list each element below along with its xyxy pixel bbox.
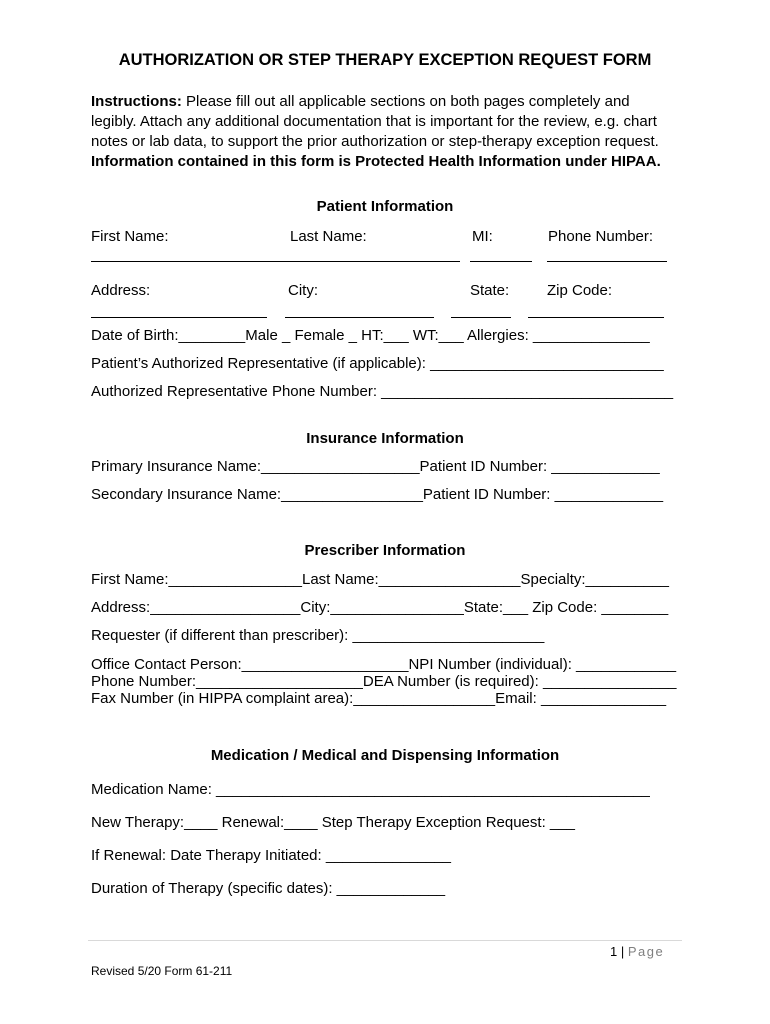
patient-city-field[interactable] [285,317,434,318]
prescriber-address-line[interactable]: Address:__________________City:________________State:___ Zip Code: ________ [91,599,669,616]
instructions-text: Please fill out all applicable sections on both pages completely and legibly. Attach any additional documentation that is important for the review, e.g. chart notes or lab data, to support the prior authorization or step-therapy exception request. [91,93,659,150]
therapy-type-line[interactable]: New Therapy:____ Renewal:____ Step Therapy Exception Request: ___ [91,814,575,831]
medication-section-heading: Medication / Medical and Dispensing Information [210,747,560,764]
revision-note: Revised 5/20 Form 61-211 [91,964,233,978]
patient-phone-field[interactable] [547,261,667,262]
patient-section-heading: Patient Information [316,198,454,215]
representative-phone-line[interactable]: Authorized Representative Phone Number: ___________________________________ [91,383,674,400]
form-title: AUTHORIZATION OR STEP THERAPY EXCEPTION REQUEST FORM [118,51,652,69]
patient-dob-line[interactable]: Date of Birth:________Male _ Female _ HT:___ WT:___ Allergies: ______________ [91,327,650,344]
instructions [91,92,671,172]
patient-last-name-label: Last Name: [290,228,367,245]
patient-first-name-label: First Name: [91,228,169,245]
footer-divider [88,940,682,941]
primary-insurance-line[interactable]: Primary Insurance Name:___________________Patient ID Number: _____________ [91,458,660,475]
patient-address-field[interactable] [91,317,267,318]
page-number [610,944,664,959]
patient-state-field[interactable] [451,317,511,318]
medication-name-line[interactable]: Medication Name: ____________________________________________________ [91,781,650,798]
prescriber-name-line[interactable]: First Name:________________Last Name:_________________Specialty:__________ [91,571,669,588]
patient-zip-field[interactable] [528,317,664,318]
prescriber-fax-line[interactable]: Fax Number (in HIPPA complaint area):_________________Email: _______________ [91,690,667,707]
patient-mi-field[interactable] [470,261,532,262]
patient-state-label: State: [470,282,510,299]
patient-name-field[interactable] [91,261,460,262]
patient-phone-label: Phone Number: [548,228,654,245]
page-number-value: 1 [610,944,618,959]
office-contact-line[interactable]: Office Contact Person:____________________NPI Number (individual): ____________ [91,656,677,673]
therapy-duration-line[interactable]: Duration of Therapy (specific dates): _____________ [91,880,446,897]
patient-zip-label: Zip Code: [547,282,613,299]
hipaa-notice: Information contained in this form is Protected Health Information under HIPAA. [91,153,661,170]
requester-line[interactable]: Requester (if different than prescriber): _______________________ [91,627,545,644]
page-separator: | [620,944,625,959]
patient-address-label: Address: [91,282,151,299]
prescriber-section-heading: Prescriber Information [304,542,466,559]
page-label: Page [627,944,665,959]
insurance-section-heading: Insurance Information [306,430,464,447]
renewal-date-line[interactable]: If Renewal: Date Therapy Initiated: _______________ [91,847,451,864]
instructions-label: Instructions: [91,93,182,110]
prescriber-phone-line[interactable]: Phone Number:____________________DEA Number (is required): ________________ [91,673,677,690]
secondary-insurance-line[interactable]: Secondary Insurance Name:_________________Patient ID Number: _____________ [91,486,664,503]
patient-mi-label: MI: [472,228,493,245]
patient-representative-line[interactable]: Patient’s Authorized Representative (if applicable): ____________________________ [91,355,664,372]
patient-city-label: City: [288,282,318,299]
